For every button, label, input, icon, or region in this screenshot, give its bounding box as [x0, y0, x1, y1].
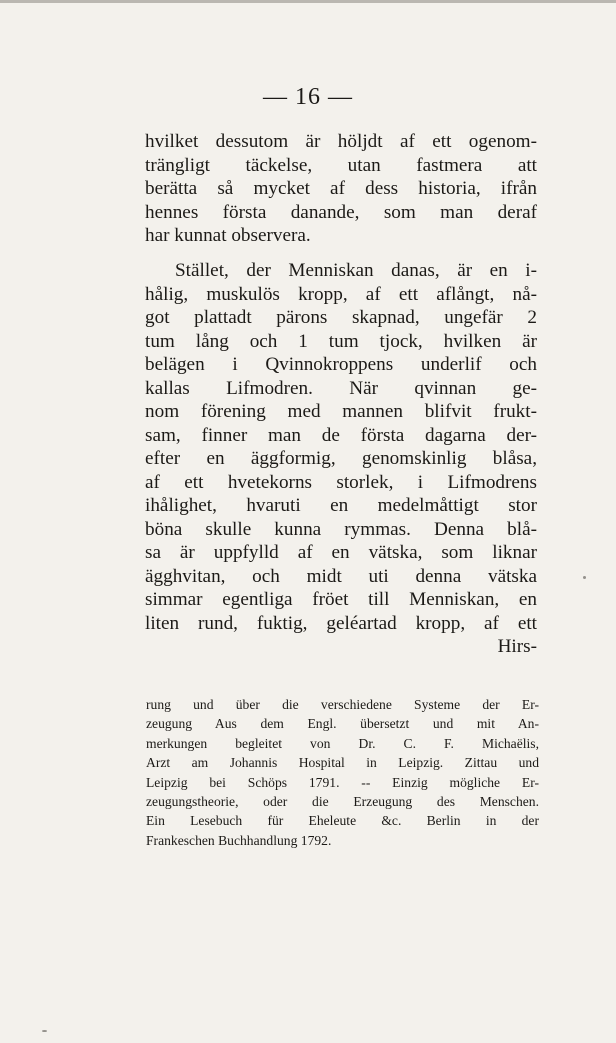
catchword: Hirs-	[497, 636, 537, 657]
text-line: hennes första danande, som man deraf	[145, 201, 537, 223]
text-line: kallas Lifmodren. När qvinnan ge-	[145, 377, 537, 399]
footnote-line: Arzt am Johannis Hospital in Leipzig. Zittau und	[146, 755, 539, 771]
text-line: ägghvitan, och midt uti denna vätska	[145, 565, 537, 587]
text-line: har kunnat observera.	[145, 225, 311, 246]
text-line: efter en äggformig, genomskinlig blåsa,	[145, 448, 537, 469]
text-line: hvilket dessutom är höljdt af ett ogenom-	[145, 131, 537, 152]
footnote	[146, 695, 539, 850]
text-line: Stället, der Menniskan danas, är en i-	[175, 260, 537, 281]
text-line: af ett hvetekorns storlek, i Lifmodrens	[145, 471, 537, 493]
ink-speck	[583, 576, 586, 579]
text-line: ihålighet, hvaruti en medelmåttigt stor	[145, 495, 537, 516]
footnote-line: zeugung Aus dem Engl. übersetzt und mit An-	[146, 716, 539, 732]
text-line: tum lång och 1 tum tjock, hvilken är	[145, 330, 537, 352]
paragraph-1	[145, 130, 537, 248]
text-line: got plattadt pärons skapnad, ungefär 2	[145, 307, 537, 328]
footnote-line: merkungen begleitet von Dr. C. F. Michaëlis,	[146, 735, 539, 751]
text-line: simmar egentliga fröet till Menniskan, en	[145, 589, 537, 610]
ink-speck	[42, 1030, 47, 1032]
text-line: sa är uppfylld af en vätska, som liknar	[145, 542, 537, 563]
footnote-line: zeugungstheorie, oder die Erzeugung des Menschen.	[146, 793, 539, 809]
text-line: hålig, muskulös kropp, af ett aflångt, nå-	[145, 283, 537, 305]
page-number: — 16 —	[263, 84, 353, 110]
text-line: berätta så mycket af dess historia, ifrån	[145, 178, 537, 199]
top-edge-rule	[0, 0, 616, 3]
text-line: böna skulle kunna rymmas. Denna blå-	[145, 518, 537, 540]
paragraph-2	[145, 259, 537, 659]
text-line: trängligt täckelse, utan fastmera att	[145, 154, 537, 176]
text-line: sam, finner man de första dagarna der-	[145, 424, 537, 446]
text-line: belägen i Qvinnokroppens underlif och	[145, 354, 537, 375]
text-line: nom förening med mannen blifvit frukt-	[145, 401, 537, 422]
footnote-line: Leipzig bei Schöps 1791. -- Einzig mögliche Er-	[146, 774, 539, 790]
text-line: liten rund, fuktig, geléartad kropp, af ett	[145, 612, 537, 634]
footnote-line: Frankeschen Buchhandlung 1792.	[146, 832, 332, 848]
footnote-line: rung und über die verschiedene Systeme der Er-	[146, 697, 539, 712]
footnote-line: Ein Lesebuch für Eheleute &c. Berlin in der	[146, 813, 539, 829]
